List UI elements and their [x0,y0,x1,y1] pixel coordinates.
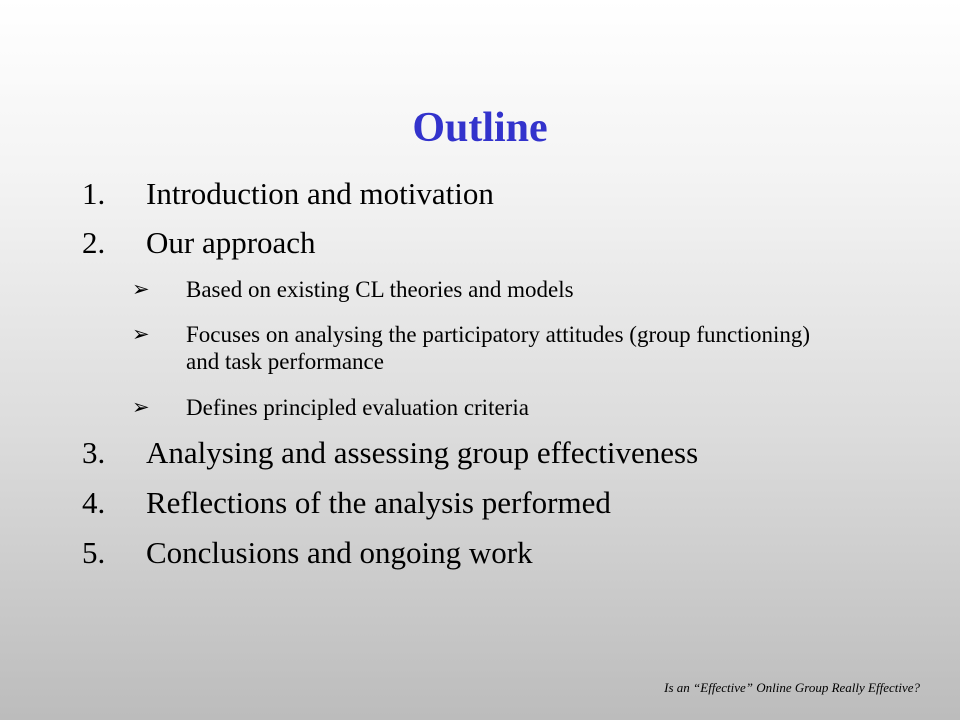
arrow-bullet-icon: ➢ [132,277,150,301]
item-text: Reflections of the analysis performed [146,485,611,520]
item-number: 4. [82,485,106,520]
item-text: Conclusions and ongoing work [146,535,533,570]
item-number: 2. [82,225,106,260]
item-text: Our approach [146,225,316,260]
item-number: 5. [82,535,106,570]
arrow-bullet-icon: ➢ [132,322,150,346]
subitem-text: Focuses on analysing the participatory attitudes (group functioning) and task performance [186,322,811,374]
subitem-text: Defines principled evaluation criteria [186,395,529,420]
slide-title: Outline [412,105,548,151]
slide-footer: Is an “Effective” Online Group Really Effective? [664,680,920,695]
item-number: 3. [82,435,106,470]
subitem-text: Based on existing CL theories and models [186,277,574,302]
item-number: 1. [82,176,106,211]
item-text: Introduction and motivation [146,176,494,211]
arrow-bullet-icon: ➢ [132,395,150,419]
item-text: Analysing and assessing group effectiveness [146,435,699,470]
